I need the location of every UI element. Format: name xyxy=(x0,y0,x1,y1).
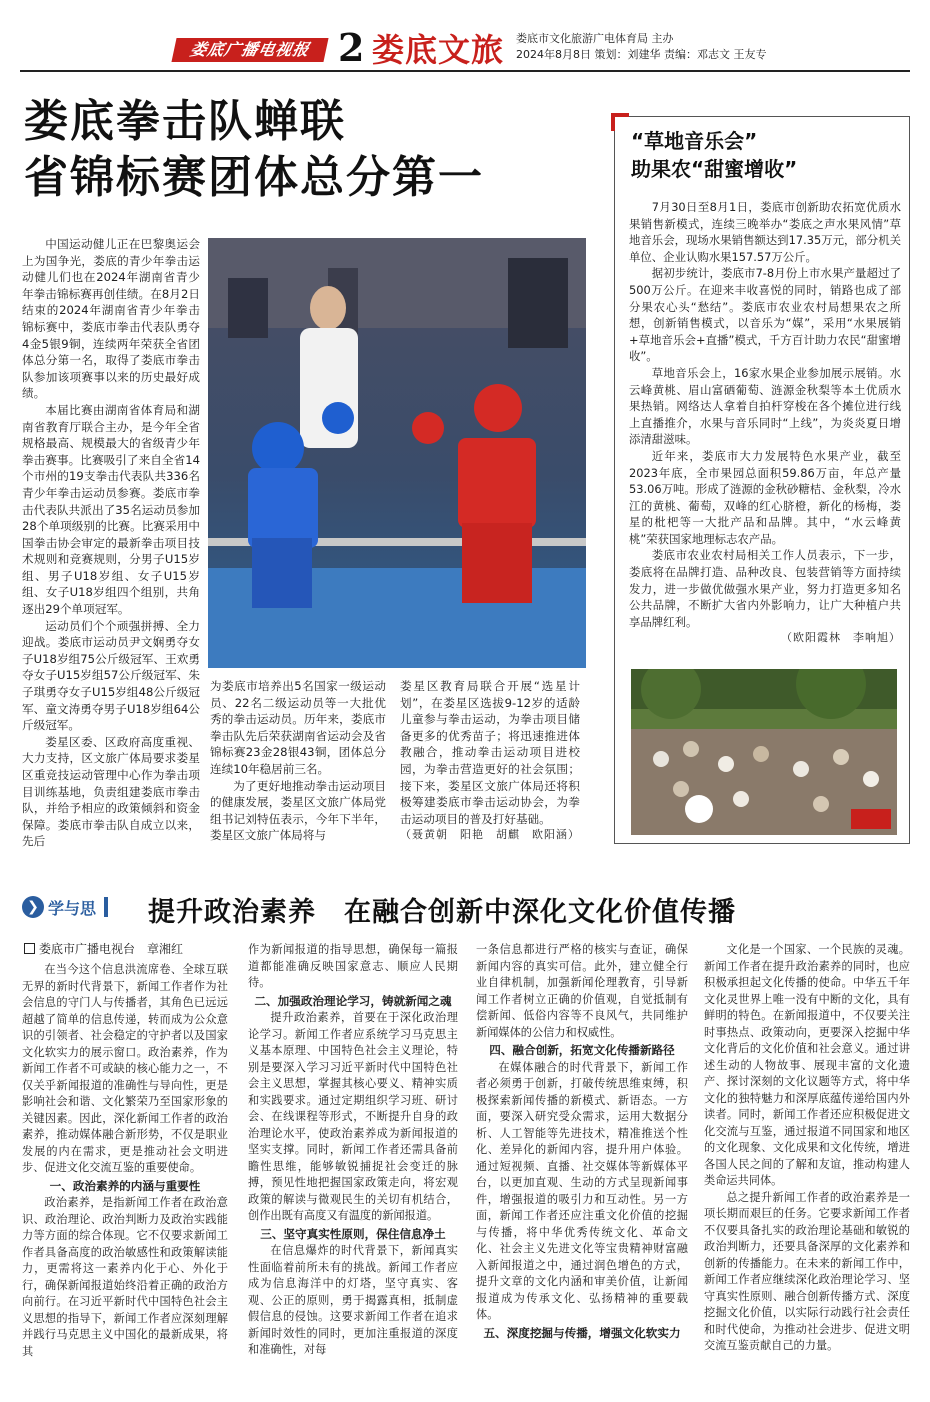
study-paragraph: 政治素养，是指新闻工作者在政治意识、政治理论、政治判断力及政治实践能力等方面的综合体现。它不仅要求新闻工作者具备高度的政治敏感性和政策解读能力，更需将这一素养内化于心、外化于行，确保新闻报道始终沿着正确的政治方向前行。在习近平新时代中国特色社会主义思想的指导下，新闻工作者应深刻理解并践行马克思主义中国化的最新成果，将其 xyxy=(22,1196,228,1358)
article-paragraph: 娄星区委、区政府高度重视、大力支持，区文旅广体局要求娄星区重竞技运动管理中心作为拳击项目训练基地，负责组建娄底市拳击队，并给予相应的政策倾斜和资金保障。娄底市拳击队自成立以来，先后 xyxy=(22,734,200,849)
study-tag-bar xyxy=(104,897,108,917)
sidebar-title-line-2: 助果农“甜蜜增收” xyxy=(631,157,798,181)
square-icon xyxy=(24,943,35,954)
sidebar-paragraph: 草地音乐会上，16家水果企业参加展示展销。水云峰黄桃、眉山富硒葡萄、涟源金秋梨等本土优质水果热销。网络达人拿着自拍杆穿梭在各个摊位进行线上直播推介，水果与音乐同时“上线”，为炎炎夏日增添清甜滋味。 xyxy=(629,365,901,447)
study-column-4 xyxy=(704,942,910,1355)
sidebar-paragraph: 近年来，娄底市大力发展特色水果产业，截至2023年底，全市果园总面积59.86万亩，年总产量53.06万吨。形成了涟源的金秋砂糖桔、金秋梨，冷水江的黄桃、葡萄，双峰的红心脐橙，新化的杨梅，娄星的枇杷等一大批产品和品牌。其中，“水云峰黄桃”荣获国家地理标志农产品。 xyxy=(629,448,901,546)
study-section-header xyxy=(22,888,910,932)
headline-line-1: 娄底拳击队蝉联 xyxy=(24,96,346,147)
study-subheading: 四、融合创新，拓宽文化传播新路径 xyxy=(489,1043,675,1057)
article-paragraph: 娄星区教育局联合开展“选星计划”，在娄星区选拔9-12岁的适龄儿童参与拳击运动，为拳击项目储备更多的优秀苗子；将迅速推进体教融合，推动拳击运动项目进校园，为拳击营造更好的社会氛围；接下来，娄星区文旅广体局还将积极筹建娄底市拳击运动协会，为拳击运动项目的普及打好基础。 xyxy=(400,679,580,826)
masthead-host: 娄底市文化旅游广电体育局 主办 xyxy=(516,32,674,45)
study-subheading: 二、加强政治理论学习，铸就新闻之魂 xyxy=(254,993,452,1008)
study-title: 提升政治素养 在融合创新中深化文化价值传播 xyxy=(148,897,736,928)
study-byline-text: 娄底市广播电视台 章湘红 xyxy=(39,942,184,956)
sidebar-body xyxy=(629,199,901,647)
sidebar-title-line-1: “草地音乐会” xyxy=(631,129,758,153)
article-paragraph: 本届比赛由湖南省体育局和湖南省教育厅联合主办，是今年全省规格最高、规模最大的省级青少年拳击赛事。比赛吸引了来自全省14个市州的19支拳击代表队共336名青少年拳击运动员参赛。娄底市拳击代表队共派出了35名运动员参加28个单项级别的比赛。比赛采用中国拳击协会审定的最新拳击项目技术规则和竞赛规则，分男子U15岁组、男子U18岁组、女子U15岁组、女子U18岁组四个组别，共角逐出29个单项冠军。 xyxy=(22,402,200,617)
study-tag-label: 学与思 xyxy=(48,898,97,918)
study-paragraph: 文化是一个国家、一个民族的灵魂。新闻工作者在提升政治素养的同时，也应积极承担起文化传播的使命。中华五千年文化灵世界上唯一没有中断的文化，具有鲜明的特色。在新闻报道中，不仅要关注时事热点、政策动向，更要深入挖掘中华文化背后的文化价值和社会意义。通过讲述生动的人物故事、展现丰富的文化遗产、探讨深刻的文化议题等方式，将中华文化的独特魅力和深厚底蕴传递给国内外读者。同时，新闻工作者还应积极促进文化交流与互鉴，通过报道不同国家和地区的文化现象、文化成果和文化传统，增进各国人民之间的了解和友谊，推动构建人类命运共同体。 xyxy=(704,943,910,1187)
article-headline xyxy=(24,94,604,206)
study-paragraph: 作为新闻报道的指导思想，确保每一篇报道都能准确反映国家意志、顺应人民期待。 xyxy=(248,943,458,989)
study-paragraph: 提升政治素养，首要在于深化政治理论学习。新闻工作者应系统学习马克思主义基本原理、中国特色社会主义理论，特别是要深入学习习近平新时代中国特色社会主义思想，掌握其核心要义、精神实质和实践要求。通过定期组织学习班、研讨会、在线课程等形式，不断提升自身的政治理论水平，使政治素养成为新闻报道的坚实支撑。同时，新闻工作者还需具备前瞻性思维，能够敏锐捕捉社会变迁的脉搏，预见性地把握国家政策走向，将宏观政策的解读与微观民生的关切有机结合，创作出既有高度又有温度的新闻报道。 xyxy=(248,1011,458,1222)
article-column-1 xyxy=(22,236,200,850)
masthead xyxy=(0,0,930,72)
headline-line-2: 省锦标赛团体总分第一 xyxy=(24,152,484,203)
study-subheading: 一、政治素养的内涵与重要性 xyxy=(49,1178,201,1193)
study-paragraph: 在信息爆炸的时代背景下，新闻真实性面临着前所未有的挑战。新闻工作者应成为信息海洋中的灯塔，坚守真实、客观、公正的原则，勇于揭露真相，抵制虚假信息的侵蚀。这要求新闻工作者在追求新闻时效性的同时，更加注重报道的深度和准确性，对每 xyxy=(248,1244,458,1356)
article-paragraph: 为娄底市培养出5名国家一级运动员、22名二级运动员等一大批优秀的拳击运动员。历年来，娄底市拳击队先后荣获湖南省运动会及省锦标赛23金28银43铜，团体总分连续10年稳居前三名。 xyxy=(210,679,386,776)
article-paragraph: 为了更好地推动拳击运动项目的健康发展，娄星区文旅广体局党组书记刘特伍表示，今年下半年，娄星区文旅广体局将与 xyxy=(210,778,386,843)
study-paragraph: 在媒体融合的时代背景下，新闻工作者必须勇于创新，打破传统思维束缚，积极探索新闻传播的新模式、新语态。一方面，要深入研究受众需求，运用大数据分析、人工智能等先进技术，精准推送个性化、差异化的新闻内容，提升用户体验。通过短视频、直播、社交媒体等新媒体平台，以更加直观、生动的方式呈现新闻事件，增强报道的吸引力和互动性。另一方面，新闻工作者还应注重文化价值的挖掘与传播，将中华优秀传统文化、革命文化、社会主义先进文化等宝贵精神财富融入新闻报道之中，通过润色增色的方式，提升文章的文化内涵和审美价值，让新闻报道成为传承文化、弘扬精神的重要载体。 xyxy=(476,1060,688,1321)
masthead-rule xyxy=(20,70,910,72)
study-paragraph: 一条信息都进行严格的核实与查证，确保新闻内容的真实可信。此外，建立健全行业自律机制，加强新闻伦理教育，引导新闻工作者树立正确的价值观，自觉抵制有偿新闻、低俗内容等不良风气，共同维护新闻媒体的公信力和权威性。 xyxy=(476,943,688,1039)
boxing-match-photo xyxy=(208,238,586,668)
sidebar-paragraph: 据初步统计，娄底市7-8月份上市水果产量超过了500万公斤。在迎来丰收喜悦的同时，销路也成了部分果农心头“愁结”。娄底市农业农村局想果农之所想，创新销售模式，以音乐为“媒”，采用“水果展销+草地音乐会+直播”模式，千方百计助力农民“甜蜜增收”。 xyxy=(629,266,901,364)
article-credit: （聂黄朝 阳艳 胡麒 欧阳涵） xyxy=(400,828,580,842)
section-name: 娄底文旅 xyxy=(372,31,505,69)
study-byline xyxy=(24,940,183,957)
paper-name-badge: 娄底广播电视报 xyxy=(171,38,328,62)
sidebar-corner-accent xyxy=(611,113,629,131)
article-paragraph: 运动员们个个顽强拼搏、全力迎战。娄底市运动员尹文娴勇夺女子U18岁组75公斤级冠军、王欢勇夺女子U15岁组57公斤级冠军、朱子琪勇夺女子U15岁组48公斤级冠军、童文涛勇夺男子U18岁组64公斤级冠军。 xyxy=(22,618,200,733)
study-paragraph: 总之提升新闻工作者的政治素养是一项长期而艰巨的任务。它要求新闻工作者不仅要具备扎实的政治理论基础和敏锐的政治判断力，还要具备深厚的文化素养和创新的传播能力。在未来的新闻工作中，新闻工作者应继续深化政治理论学习、坚守真实性原则、融合创新传播方式、深度挖掘文化价值，以实际行动践行社会责任和时代使命，为推动社会进步、促进文明交流互鉴贡献自己的力量。 xyxy=(704,1190,910,1352)
music-festival-photo xyxy=(631,669,897,835)
article-column-2 xyxy=(210,678,386,844)
sidebar-paragraph: 7月30日至8月1日，娄底市创新助农拓宽优质水果销售新模式，连续三晚举办“娄底之声水果风情”草地音乐会，现场水果销售额达到17.35万元，部分机关单位、企业认购水果157.57万公斤。 xyxy=(629,200,901,264)
music-festival-sidebar xyxy=(614,116,910,844)
study-tag xyxy=(22,892,108,922)
chevron-right-icon: ❯ xyxy=(22,896,44,918)
article-column-3 xyxy=(400,678,580,844)
study-subheading: 三、坚守真实性原则，保住信息净土 xyxy=(260,1226,446,1241)
festival-photo-illustration xyxy=(631,669,897,835)
study-column-1 xyxy=(22,962,228,1360)
page-number: 2 xyxy=(338,25,365,70)
sidebar-credit: （欧阳霞林 李响旭） xyxy=(781,631,901,645)
masthead-date-editors: 2024年8月8日 策划：刘建华 责编：邓志文 王友专 xyxy=(516,48,767,61)
article-paragraph: 中国运动健儿正在巴黎奥运会上为国争光，娄底的青少年拳击运动健儿们也在2024年湖南省青少年拳击锦标赛再创佳绩。在8月2日结束的2024年湖南省青少年拳击锦标赛中，娄底市拳击代表队勇夺4金5银9铜，连续两年荣获全省团体总分第一名，取得了娄底市拳击队参加该项赛事以来的历史最好成绩。 xyxy=(22,237,200,401)
sidebar-paragraph: 娄底市农业农村局相关工作人员表示，下一步，娄底将在品牌打造、品种改良、包装营销等方面持续发力，进一步做优做强水果产业，努力打造更多知名公共品牌，不断扩大省内外影响力，让广大种植户共享品牌红利。 xyxy=(629,548,901,629)
study-column-2 xyxy=(248,942,458,1359)
study-subheading: 五、深度挖掘与传播，增强文化软实力 xyxy=(483,1325,681,1340)
sidebar-title xyxy=(631,127,901,183)
study-paragraph: 在当今这个信息洪流席卷、全球互联无界的新时代背景下，新闻工作者作为社会信息的守门人与传播者，其角色已远远超越了简单的信息传递，转而成为公众意识的引领者、社会稳定的守护者以及国家文化软实力的展示窗口。政治素养，作为新闻工作者不可或缺的核心能力之一，不仅关乎新闻报道的准确性与导向性，更是影响社会和谐、文化繁荣乃至国家形象的关键因素。因此，深化新闻工作者的政治素养，推动媒体融合新形势，不仅是职业发展的内在需求，更是推动社会文明进步、促进文化交流互鉴的重要使命。 xyxy=(22,963,228,1174)
study-column-3 xyxy=(476,942,688,1342)
boxing-photo-illustration xyxy=(208,238,586,668)
